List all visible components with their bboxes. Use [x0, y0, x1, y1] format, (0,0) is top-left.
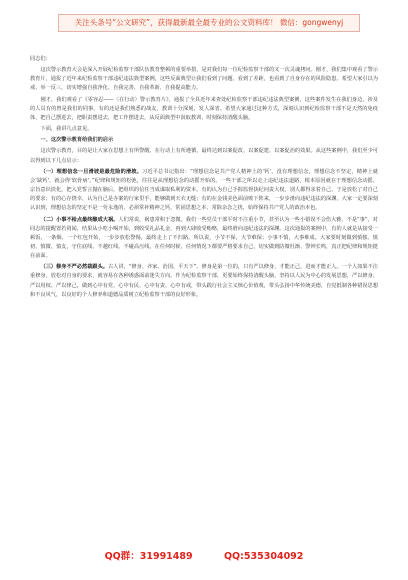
salutation: 同志们：	[30, 56, 51, 62]
point-1	[30, 168, 378, 214]
promo-banner: 关注头条号“公文研究”，获得最新最全最专业的公文资料库！ 微信：gongwenyj	[58, 14, 360, 32]
point-3-body: 古人讲，“修身、齐家、治国、平天下”。修身是第一位的，只有严以修身，才能正己，进而才能正人。一个人如果不注重修身，放松对自身的要求，就容易在各种诱惑面前迷失方向。作为纪检监察干部，更要始终保持清醒头脑，坚持以人民为中心的发展思想，严以修身、严以用权、严以律己，做到心中有党、心中有民、心中有责、心中有戒，带头践行社会主义核心价值观，带头弘扬中华传统美德，自觉抵制各种错误思想和不良风气，以良好的个人修养和道德品质树立纪检监察干部的良好形象。	[30, 264, 378, 298]
paragraph-1: 这次警示教育大会是深入开展纪检监察干部队伍教育整顿的重要举措，是对我们每一位纪检监察干部的又一次灵魂拷问。刚才，我们集中观看了警示教育片，通报了近年来纪检监察干部违纪违法典型案例，这些反面典型让我们看到了问题、看到了差距，也看到了自身存在的风险隐患。希望大家引以为戒、举一反三，切实增强自我净化、自我完善、自我革新、自我提高能力。	[30, 67, 378, 92]
transition-text: 下面，我讲几点意见。	[40, 126, 93, 133]
paragraph-2: 刚才，我们观看了《零容忍——〈在行动〉警示教育片》，通报了全县近年来查处纪检监察干部违纪违法典型案例，这些案件发生在我们身边，涉及的人员有的曾是我们的同事，有的还是我们熟悉的战友，教训十分深刻，发人深省。希望大家通过这种方式，深刻认识到纪检监察干部不是天然的免疫体，把自己摆进去，把职责摆进去，把工作摆进去，从反面典型中汲取教训，时刻保持清醒头脑。	[30, 96, 378, 121]
point-1-title: （一）理想信念一旦滑坡是最危险的滑坡。	[40, 168, 142, 175]
qq-group-text: QQ群：31991489	[104, 551, 193, 562]
contact-footer	[0, 548, 408, 562]
point-3	[30, 263, 378, 300]
qq-number-text: QQ:535304092	[223, 551, 304, 562]
section-intro: 这次警示教育，目的是让大家在思想上有所警醒、在行动上有所遵循，最终达到以案促改、以案促建、以案促治的效果。从这些案例中，我们至少可以得到以下几点启示：	[30, 148, 378, 164]
point-2-title: （二）小事不检点最终酿成大祸。	[40, 216, 119, 223]
document-body	[30, 55, 378, 302]
point-1-body: 习近平总书记指出：“理想信念是共产党人精神上的‘钙’，没有理想信念，理想信念不坚定，精神上就会‘缺钙’，就会得‘软骨病’。”纪律和规矩的松弛，往往是从理想信念的动摇开始的。一些干部之所以走上违纪违法道路，根本原因就在于理想信念动摇、宗旨意识淡化，把入党誓言抛在脑后，把组织的信任当成谋取私利的资本。有的认为自己手握监督执纪问责大权，别人都得求着自己，于是放松了对自己的要求；有的心存侥幸，认为自己是办案的行家里手，能够做到天衣无缝；有的在金钱美色面前败下阵来，一步步滑向违纪违法的深渊。大家一定要深刻认识到，理想信念的坚定不是一劳永逸的，必须常补精神之钙、常固思想之本、常除杂念之扰，始终保持共产党人的政治本色。	[30, 168, 378, 212]
section-title: 一、这次警示教育给我们的启示	[40, 137, 114, 144]
point-2	[30, 216, 378, 262]
point-3-title: （三）修身不严必然栽跟头。	[40, 264, 108, 271]
point-2-body: 人们常说，祸患常积于忽微。我们一些党员干部平时不注重小节，甚至认为一些小错误不会伤大雅、不是“事”，对同志的提醒置若罔闻，结果从小吃小喝开始，到收受礼品礼金，再到大肆收受贿赂，最终滑向违纪违法的深渊。这次通报的案例中，有的人就是从接受一顿饭、一条烟、一个红包开始，一步步放松警惕，最终走上了不归路。所以说，小节不保，大节难保；小事不慎，大事难成。大家要时刻做到慎独、慎初、慎微、慎友，守住底线、不越红线、不碰高压线，在任何时候、任何情况下都要严格要求自己，切实做到防微杜渐、警钟长鸣，真正把纪律和规矩挺在前面。	[30, 216, 378, 260]
